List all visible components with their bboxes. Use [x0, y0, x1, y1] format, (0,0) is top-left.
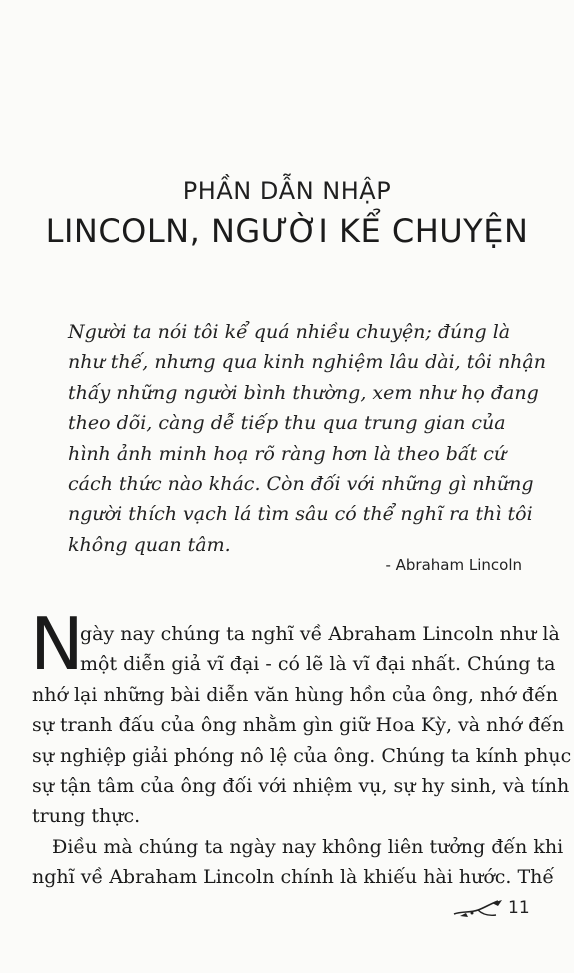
- body-line: Điều mà chúng ta ngày nay không liên tưởng đến khi: [52, 835, 564, 858]
- body-line: nghĩ về Abraham Lincoln chính là khiếu hài hước. Thế: [32, 866, 555, 889]
- page-number: 11: [508, 898, 530, 918]
- body-line: trung thực.: [32, 805, 141, 828]
- quote-line: người thích vạch lá tìm sâu có thể nghĩ ra thì tôi: [68, 503, 533, 526]
- quote-line: không quan tâm.: [68, 533, 231, 556]
- body-line: gày nay chúng ta nghĩ về Abraham Lincoln như là: [80, 623, 560, 645]
- body-line: sự tranh đấu của ông nhằm gìn giữ Hoa Kỳ, và nhớ đến: [32, 714, 565, 737]
- quote-line: cách thức nào khác. Còn đối với những gì những: [68, 473, 534, 496]
- section-kicker: PHẦN DẪN NHẬP: [182, 177, 392, 205]
- body-line: sự nghiệp giải phóng nô lệ của ông. Chúng ta kính phục: [32, 744, 572, 767]
- body-line: một diễn giả vĩ đại - có lẽ là vĩ đại nhất. Chúng ta: [80, 653, 556, 676]
- body-line: sự tận tâm của ông đối với nhiệm vụ, sự hy sinh, và tính: [32, 775, 570, 798]
- epigraph-quote: [68, 317, 546, 560]
- quote-line: Người ta nói tôi kể quá nhiều chuyện; đúng là: [68, 321, 511, 343]
- quote-line: hình ảnh minh hoạ rõ ràng hơn là theo bất cứ: [68, 442, 507, 465]
- quill-ornament-icon: [452, 898, 506, 920]
- body-line: nhớ lại những bài diễn văn hùng hồn của ông, nhớ đến: [32, 683, 559, 706]
- quote-attribution: - Abraham Lincoln: [385, 556, 522, 574]
- quote-line: thấy những người bình thường, xem như họ đang: [68, 381, 539, 404]
- quote-line: theo dõi, càng dễ tiếp thu qua trung gian của: [68, 412, 506, 435]
- body-text: [32, 619, 572, 893]
- drop-cap: N: [30, 602, 84, 686]
- chapter-title: LINCOLN, NGƯỜI KỂ CHUYỆN: [45, 212, 529, 250]
- quote-line: như thế, nhưng qua kinh nghiệm lâu dài, tôi nhận: [68, 351, 546, 374]
